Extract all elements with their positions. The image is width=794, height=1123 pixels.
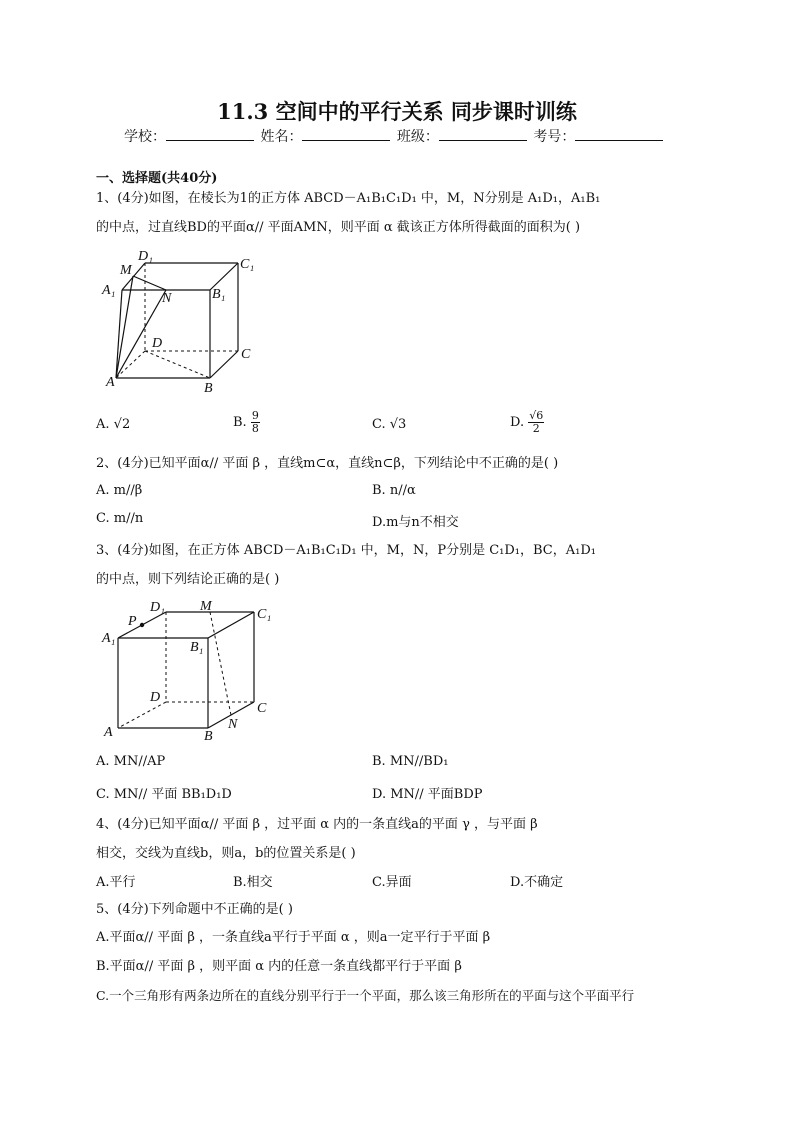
section-heading: 一、选择题(共40分): [96, 171, 218, 186]
q1-label-B1: B₁: [212, 287, 226, 302]
q1-label-C1: C₁: [240, 257, 255, 272]
q2-option-d[interactable]: D.m与n不相交: [372, 515, 459, 530]
q1-option-d[interactable]: D. $\frac{√6}{2}$: [510, 409, 544, 435]
q3-cube-figure: [100, 598, 280, 743]
school-blank[interactable]: [166, 126, 254, 141]
q3-option-b[interactable]: B. MN//BD₁: [372, 754, 449, 769]
q5-option-c[interactable]: C.一个三角形有两条边所在的直线分别平行于一个平面，那么该三角形所在的平面与这个平面平行: [96, 988, 635, 1003]
q5-option-a[interactable]: A.平面α// 平面 β ，一条直线a平行于平面 α ，则a一定平行于平面 β: [96, 930, 491, 945]
student-info-row: [124, 126, 665, 146]
q3-label-C: C: [257, 701, 267, 716]
q1-label-D1: D₁: [138, 249, 153, 264]
q4-stem-line1: 4、(4分)已知平面α// 平面 β ，过平面 α 内的一条直线a的平面 γ ，与平面 β: [96, 817, 538, 832]
q1-option-c[interactable]: C. √3: [372, 417, 407, 432]
q2-stem: 2、(4分)已知平面α// 平面 β ，直线m⊂α，直线n⊂β，下列结论中不正确的是( ): [96, 456, 559, 471]
q1-cube-figure: [100, 246, 270, 396]
q3-label-D1: D₁: [150, 600, 165, 615]
q2-option-a[interactable]: A. m//β: [96, 483, 143, 498]
exam-no-blank[interactable]: [575, 126, 663, 141]
q1-option-a[interactable]: A. √2: [96, 417, 131, 432]
q1-label-A: A: [106, 375, 115, 390]
q1-label-C: C: [241, 347, 251, 362]
q2-option-b[interactable]: B. n//α: [372, 483, 416, 498]
q5-option-b[interactable]: B.平面α// 平面 β ，则平面 α 内的任意一条直线都平行于平面 β: [96, 959, 462, 974]
q1-label-A1: A₁: [102, 283, 116, 298]
q3-option-c[interactable]: C. MN// 平面 BB₁D₁D: [96, 787, 232, 802]
q1-option-b[interactable]: B. $\frac{9}{8}$: [233, 409, 259, 435]
q1-label-B: B: [204, 381, 213, 396]
school-label: 学校：: [124, 129, 166, 145]
q5-stem: 5、(4分)下列命题中不正确的是( ): [96, 902, 293, 917]
q3-label-M: M: [200, 599, 212, 614]
q3-label-A: A: [104, 725, 113, 740]
q3-label-D: D: [150, 690, 161, 705]
q3-stem-line1: 3、(4分)如图，在正方体 ABCD－A₁B₁C₁D₁ 中，M，N，P分别是 C₁D₁，BC，A₁D₁: [96, 543, 596, 558]
q3-stem-line2: 的中点，则下列结论正确的是( ): [96, 572, 280, 587]
q1-label-N: N: [162, 291, 172, 306]
q3-label-A1: A₁: [102, 631, 116, 646]
class-blank[interactable]: [439, 126, 527, 141]
q4-option-a[interactable]: A.平行: [96, 875, 136, 890]
exam-no-label: 考号：: [533, 129, 576, 145]
page-title: 11.3 空间中的平行关系 同步课时训练: [217, 99, 577, 124]
q4-option-b[interactable]: B.相交: [233, 875, 273, 890]
name-blank[interactable]: [302, 126, 390, 141]
q1-label-M: M: [120, 263, 132, 278]
q1-label-D: D: [152, 336, 163, 351]
q3-label-B1: B₁: [190, 640, 204, 655]
q3-option-a[interactable]: A. MN//AP: [96, 754, 166, 769]
q2-option-c[interactable]: C. m//n: [96, 511, 144, 526]
q4-option-d[interactable]: D.不确定: [510, 875, 564, 890]
class-label: 班级：: [396, 129, 439, 145]
q3-label-N: N: [228, 717, 238, 732]
q3-label-P: P: [128, 614, 137, 629]
q3-label-B: B: [204, 729, 213, 743]
name-label: 姓名：: [260, 129, 303, 145]
q4-stem-line2: 相交，交线为直线b，则a，b的位置关系是( ): [96, 846, 356, 861]
q1-stem-line2: 的中点，过直线BD的平面α// 平面AMN，则平面 α 截该正方体所得截面的面积为( ): [96, 220, 581, 235]
q3-label-C1: C₁: [257, 607, 272, 622]
q1-stem-line1: 1、(4分)如图，在棱长为1的正方体 ABCD－A₁B₁C₁D₁ 中，M，N分别是 A₁D₁，A₁B₁: [96, 191, 601, 206]
q4-option-c[interactable]: C.异面: [372, 875, 412, 890]
q3-option-d[interactable]: D. MN// 平面BDP: [372, 787, 483, 802]
